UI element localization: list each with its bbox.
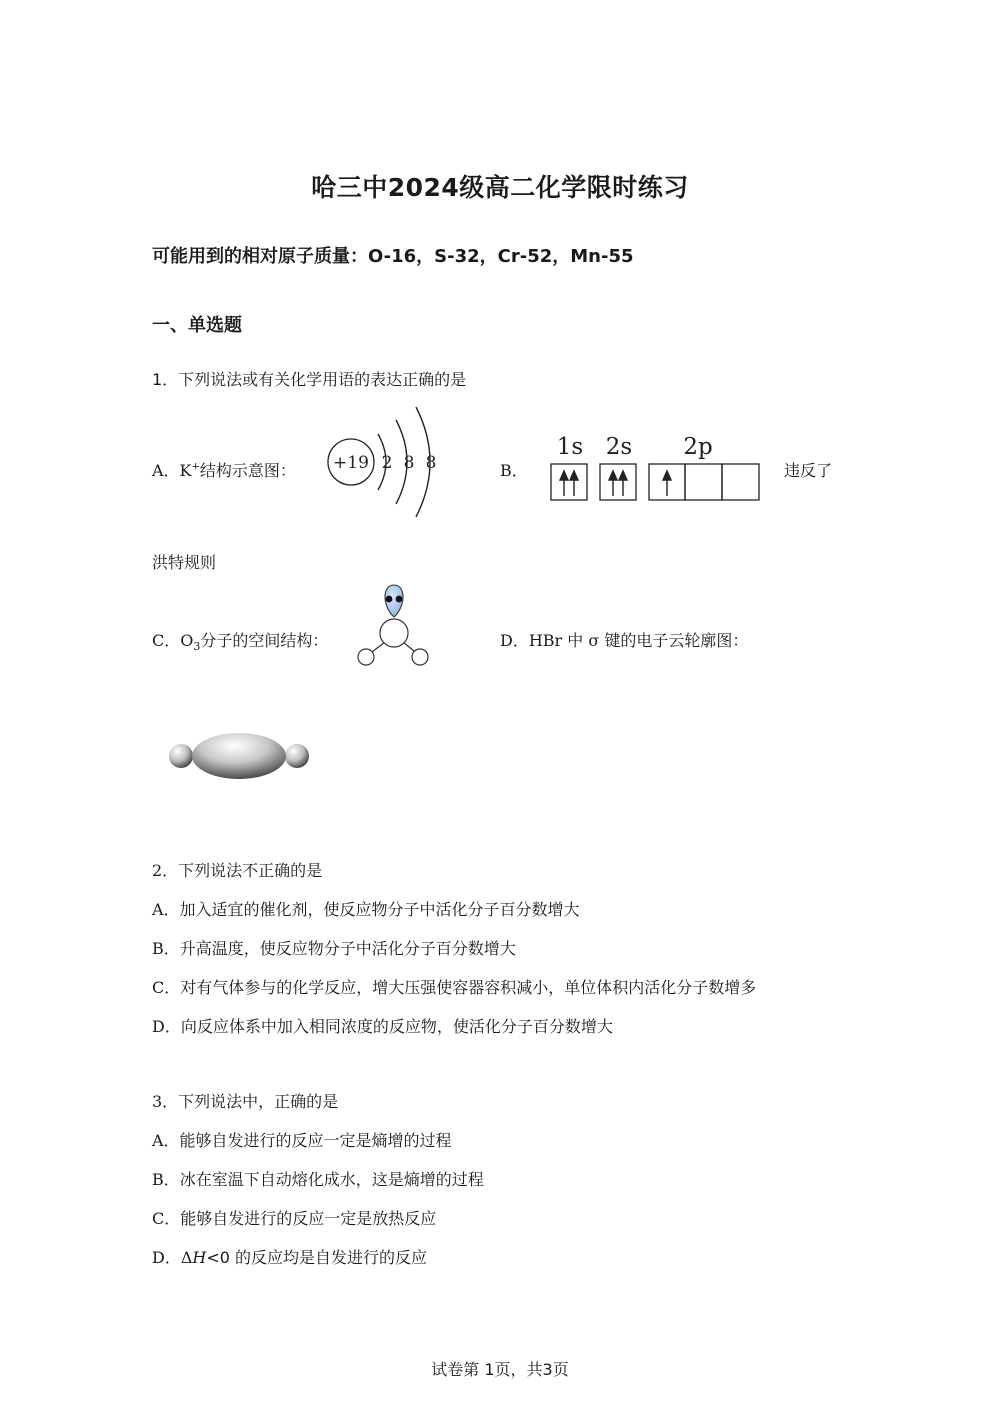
nucleus-charge: +19 bbox=[333, 453, 369, 473]
q1-c-prefix: C．O bbox=[152, 631, 194, 650]
q3-option-a: A．能够自发进行的反应一定是熵增的过程 bbox=[152, 1131, 452, 1150]
q1-stem-text: 1．下列说法或有关化学用语的表达正确的是 bbox=[152, 370, 467, 389]
q1-b-prefix: B． bbox=[500, 461, 528, 480]
ozone-structure-diagram bbox=[352, 582, 434, 670]
shell-count-3: 8 bbox=[425, 453, 437, 473]
q1-a-suffix: 结构示意图： bbox=[199, 461, 296, 480]
k-ion-structure-diagram bbox=[320, 402, 445, 507]
q3-d-suffix: <0 的反应均是自发进行的反应 bbox=[206, 1248, 428, 1267]
q2-stem: 2．下列说法不正确的是 bbox=[152, 861, 323, 880]
shell-count-2: 8 bbox=[403, 453, 415, 473]
shell-count-1: 2 bbox=[381, 453, 393, 473]
orbital-label-2p: 2p bbox=[683, 434, 713, 460]
q1-stem bbox=[152, 367, 466, 390]
q3-d-var: H bbox=[192, 1248, 207, 1267]
q1-b-suffix-1-text: 违反了 bbox=[784, 461, 833, 480]
q1-c-sub: 3 bbox=[193, 640, 201, 654]
q2-option-c: C．对有气体参与的化学反应，增大压强使容器容积减小，单位体积内活化分子数增多 bbox=[152, 978, 757, 997]
q1-a-sup: + bbox=[191, 461, 200, 473]
orbital-box-2p-3 bbox=[722, 464, 759, 500]
q1-option-c bbox=[152, 628, 328, 653]
q1-option-d bbox=[500, 628, 748, 651]
q1-c-suffix: 分子的空间结构： bbox=[200, 631, 329, 650]
q3-d-prefix: D．Δ bbox=[152, 1248, 193, 1267]
lone-pair-electron-2 bbox=[396, 596, 403, 603]
h-atom-sphere bbox=[169, 744, 193, 768]
atomic-mass-note: 可能用到的相对原子质量：O-16，S-32，Cr-52，Mn-55 bbox=[152, 246, 634, 267]
orbital-box-1s bbox=[551, 464, 587, 500]
q2-option-d: D．向反应体系中加入相同浓度的反应物，使活化分子百分数增大 bbox=[152, 1017, 613, 1036]
q2-option-b: B．升高温度，使反应物分子中活化分子百分数增大 bbox=[152, 939, 516, 958]
page-footer: 试卷第 1页，共3页 bbox=[431, 1360, 569, 1379]
q3-option-c: C．能够自发进行的反应一定是放热反应 bbox=[152, 1209, 437, 1228]
sigma-electron-cloud bbox=[192, 733, 286, 779]
orbital-box-2s bbox=[600, 464, 636, 500]
oxygen-atom-right bbox=[412, 649, 428, 665]
bond-right bbox=[403, 642, 414, 651]
q2-option-a: A．加入适宜的催化剂，使反应物分子中活化分子百分数增大 bbox=[152, 900, 580, 919]
page-title: 哈三中2024级高二化学限时练习 bbox=[311, 173, 689, 202]
q1-b-suffix-2 bbox=[152, 550, 216, 573]
oxygen-atom-left bbox=[358, 649, 374, 665]
q3-option-d bbox=[152, 1245, 427, 1268]
orbital-label-1s: 1s bbox=[556, 434, 584, 460]
q1-b-suffix-2-text: 洪特规则 bbox=[152, 553, 217, 572]
q1-option-a bbox=[152, 458, 296, 481]
q1-a-prefix: A．K bbox=[152, 461, 192, 480]
orbital-box-2p-2 bbox=[685, 464, 722, 500]
br-atom-sphere bbox=[285, 744, 309, 768]
q1-option-b bbox=[500, 458, 528, 481]
bond-left bbox=[372, 642, 385, 652]
q3-option-b: B．冰在室温下自动熔化成水，这是熵增的过程 bbox=[152, 1170, 484, 1189]
hbr-sigma-cloud-diagram bbox=[166, 728, 314, 784]
section-heading: 一、单选题 bbox=[152, 315, 242, 336]
lone-pair-electron-1 bbox=[386, 596, 393, 603]
orbital-label-2s: 2s bbox=[605, 434, 633, 460]
central-oxygen-atom bbox=[380, 619, 408, 647]
electron-arrows bbox=[560, 471, 671, 496]
orbital-diagram bbox=[548, 428, 763, 506]
q1-b-suffix-1 bbox=[784, 458, 832, 481]
q3-stem: 3．下列说法中，正确的是 bbox=[152, 1092, 339, 1111]
q1-d-text: D．HBr 中 σ 键的电子云轮廓图： bbox=[500, 631, 749, 650]
